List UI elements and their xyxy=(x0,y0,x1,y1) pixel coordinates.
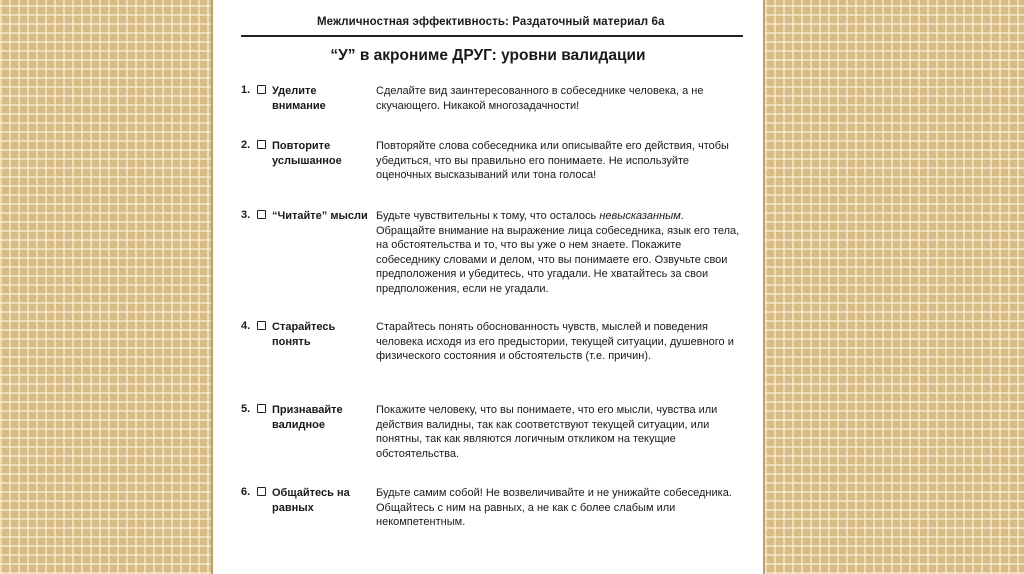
item-description: Старайтесь понять обоснованность чувств, мыслей и поведения человека исходя из его предыстории, текущей ситуации, душевного и физического состояния и обстоятельств (т.е. причин). xyxy=(376,321,734,363)
item-number: 4. xyxy=(241,320,251,332)
item-number: 2. xyxy=(241,139,251,151)
item-label: Повторите услышанное xyxy=(272,140,342,167)
checkbox-icon xyxy=(257,321,266,330)
checkbox-icon xyxy=(257,210,266,219)
checkbox-icon xyxy=(257,487,266,496)
item-number: 5. xyxy=(241,403,251,415)
item-number: 1. xyxy=(241,84,251,96)
item-description: Сделайте вид заинтересованного в собеседнике человека, а не скучающего. Никакой многозадачности! xyxy=(376,85,704,112)
description-text: Будьте чувствительны к тому, что осталось xyxy=(376,210,600,222)
page-title: “У” в акрониме ДРУГ: уровни валидации xyxy=(330,47,646,64)
item-label: Признавайте валидное xyxy=(272,404,343,431)
item-description: Будьте самим собой! Не возвеличивайте и не унижайте собеседника. Общайтесь с ним на равных, а не как с более слабым или некомпетентным. xyxy=(376,487,732,529)
handout-header: Межличностная эффективность: Раздаточный материал 6а xyxy=(317,16,665,28)
item-label: Общайтесь на равных xyxy=(272,487,350,514)
checkbox-icon xyxy=(257,85,266,94)
checkbox-icon xyxy=(257,140,266,149)
handout-page xyxy=(213,0,763,574)
item-description: Повторяйте слова собеседника или описывайте его действия, чтобы убедиться, что вы правильно его понимаете. Не используйте оценочных высказываний или тона голоса! xyxy=(376,140,729,182)
item-description: Покажите человеку, что вы понимаете, что его мысли, чувства или действия валидны, так как соответствуют текущей ситуации, или понятны, так как являются логичным откликом на текущие обстоятельства. xyxy=(376,404,718,460)
description-text: . Обращайте внимание на выражение лица собеседника, язык его тела, на обстоятельства и то, что вы уже о нем знаете. Покажите собеседнику словами и делом, что вы понимаете его. Озвучьте свои предположения и убедитесь, что угадали. Не хватайтесь за свои предположения, если не угадали. xyxy=(376,210,740,295)
item-description xyxy=(376,209,746,297)
header-divider xyxy=(241,35,743,37)
right-page-edge xyxy=(763,0,765,574)
item-number: 6. xyxy=(241,486,251,498)
description-emphasis: невысказанным xyxy=(599,210,681,222)
checkbox-icon xyxy=(257,404,266,413)
item-label: Уделите внимание xyxy=(272,85,326,112)
item-label: Старайтесь понять xyxy=(272,321,336,348)
item-label: “Читайте” мысли xyxy=(272,210,368,222)
item-number: 3. xyxy=(241,209,251,221)
